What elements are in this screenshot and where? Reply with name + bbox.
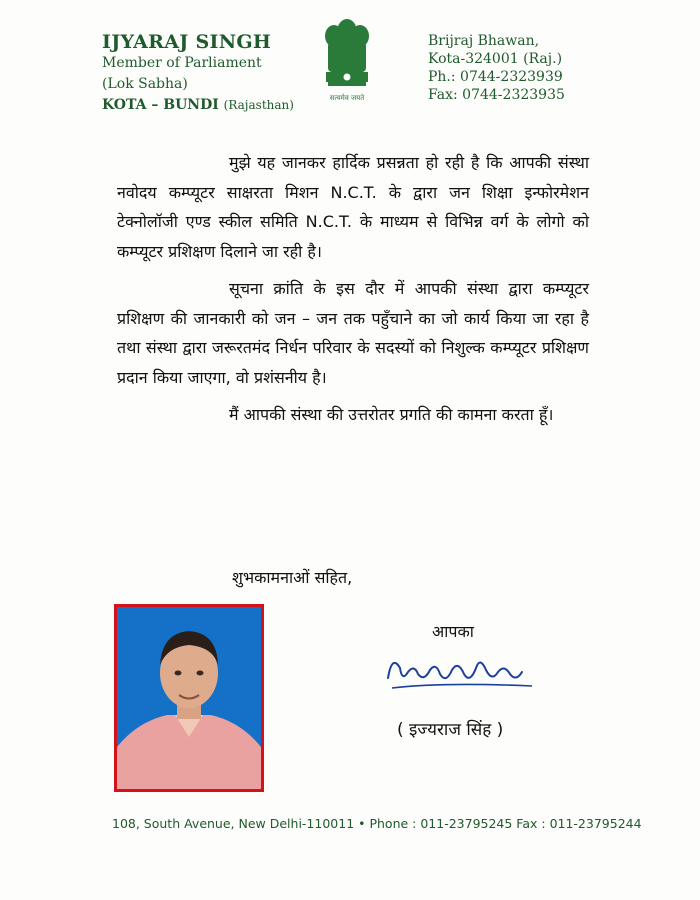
address-line2: Kota-324001 (Raj.) (428, 51, 563, 67)
letterhead-footer: 108, South Avenue, New Delhi-110011 • Phone : 011-23795245 Fax : 011-23795244 (112, 816, 642, 831)
sender-constituency: KOTA – BUNDI (Rajasthan) (102, 97, 294, 113)
body-paragraph-1: मुझे यह जानकर हार्दिक प्रसन्नता हो रही है कि आपकी संस्था नवोदय कम्प्यूटर साक्षरता मिशन N.C.T. के द्वारा जन शिक्षा इन्फोरमेशन टेक्नोलॉजी एण्ड स्कील समिति N.C.T. के माध्यम से विभिन्न वर्ग के लोगो को कम्प्यूटर प्रशिक्षण दिलाने जा रही है। (117, 153, 589, 261)
sender-name: IJYARAJ SINGH (102, 31, 272, 53)
portrait-image (117, 607, 261, 789)
sender-title: Member of Parliament (102, 55, 262, 71)
phone-number: Ph.: 0744-2323939 (428, 69, 563, 85)
portrait-photo (114, 604, 264, 792)
sender-house: (Lok Sabha) (102, 76, 188, 92)
address-line1: Brijraj Bhawan, (428, 33, 540, 49)
handwritten-signature (382, 644, 542, 700)
body-paragraph-2: सूचना क्रांति के इस दौर में आपकी संस्था द्वारा कम्प्यूटर प्रशिक्षण की जानकारी को जन – जन तक पहुँचाने का जो कार्य किया जा रहा है तथा संस्था द्वारा जरूरतमंद निर्धन परिवार के सदस्यों को निशुल्क कम्प्यूटर प्रशिक्षण प्रदान किया जाएगा, वो प्रशंसनीय है। (117, 279, 589, 387)
fax-number: Fax: 0744-2323935 (428, 87, 565, 103)
closing-greeting: शुभकामनाओं सहित, (232, 568, 353, 587)
closing-valediction: आपका (432, 622, 474, 641)
letterhead-sender (102, 32, 294, 116)
signer-name: ( इज्यराज सिंह ) (397, 720, 504, 740)
letter-body (117, 148, 589, 438)
letterhead-contact (428, 32, 565, 104)
national-emblem-icon (318, 18, 376, 104)
body-paragraph-3: मैं आपकी संस्था की उत्तरोतर प्रगति की कामना करता हूँ। (229, 405, 554, 424)
svg-text:सत्यमेव जयते: सत्यमेव जयते (329, 94, 365, 102)
